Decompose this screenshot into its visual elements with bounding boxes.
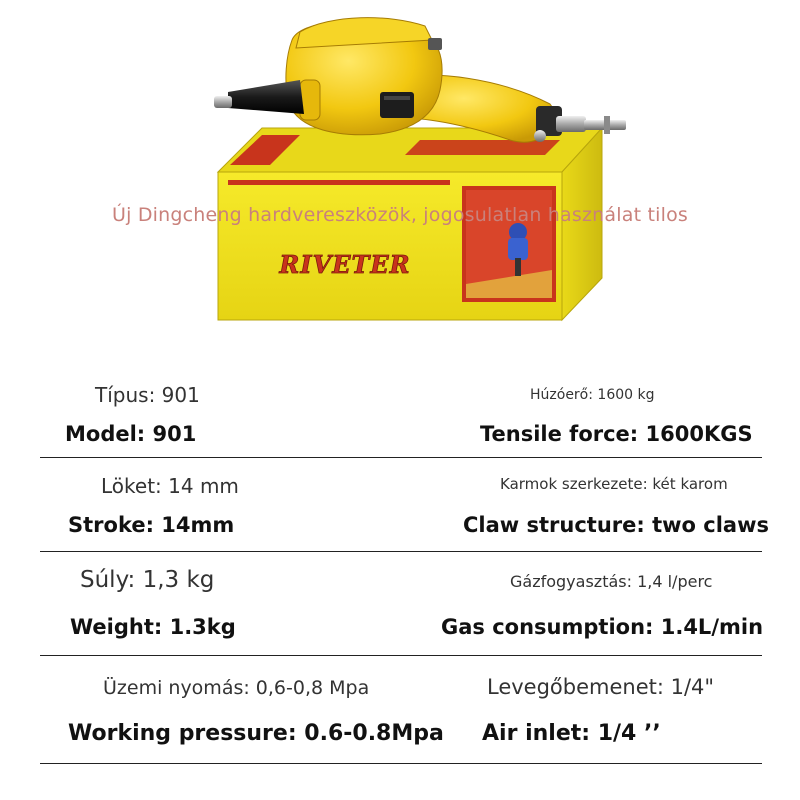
spec-divider — [40, 763, 762, 764]
spec-tensile-en: Tensile force: 1600KGS — [480, 422, 753, 446]
spec-divider — [40, 457, 762, 458]
watermark-text: Új Dingcheng hardvereszközök, jogosulatlan használat tilos — [112, 204, 688, 226]
spec-claw-hu: Karmok szerkezete: két karom — [500, 475, 728, 493]
spec-gas-hu: Gázfogyasztás: 1,4 l/perc — [510, 572, 713, 591]
product-image — [0, 0, 800, 350]
spec-claw-en: Claw structure: two claws — [463, 513, 769, 537]
box-label: RIVETER — [279, 250, 411, 279]
spec-stroke-en: Stroke: 14mm — [68, 513, 235, 537]
spec-air-inlet-hu: Levegőbemenet: 1/4" — [487, 675, 715, 699]
spec-pressure-hu: Üzemi nyomás: 0,6-0,8 Mpa — [103, 677, 370, 699]
spec-pressure-en: Working pressure: 0.6-0.8Mpa — [68, 721, 444, 746]
spec-divider — [40, 655, 762, 656]
spec-divider — [40, 551, 762, 552]
spec-stroke-hu: Löket: 14 mm — [101, 474, 239, 498]
spec-gas-en: Gas consumption: 1.4L/min — [441, 615, 764, 639]
spec-model-en: Model: 901 — [65, 422, 197, 446]
spec-type-hu: Típus: 901 — [95, 383, 200, 407]
spec-weight-hu: Súly: 1,3 kg — [80, 567, 215, 593]
spec-tensile-hu: Húzóerő: 1600 kg — [530, 387, 655, 403]
spec-air-inlet-en: Air inlet: 1/4 ’’ — [482, 721, 661, 746]
spec-weight-en: Weight: 1.3kg — [70, 615, 236, 639]
rivet-gun — [214, 18, 626, 143]
